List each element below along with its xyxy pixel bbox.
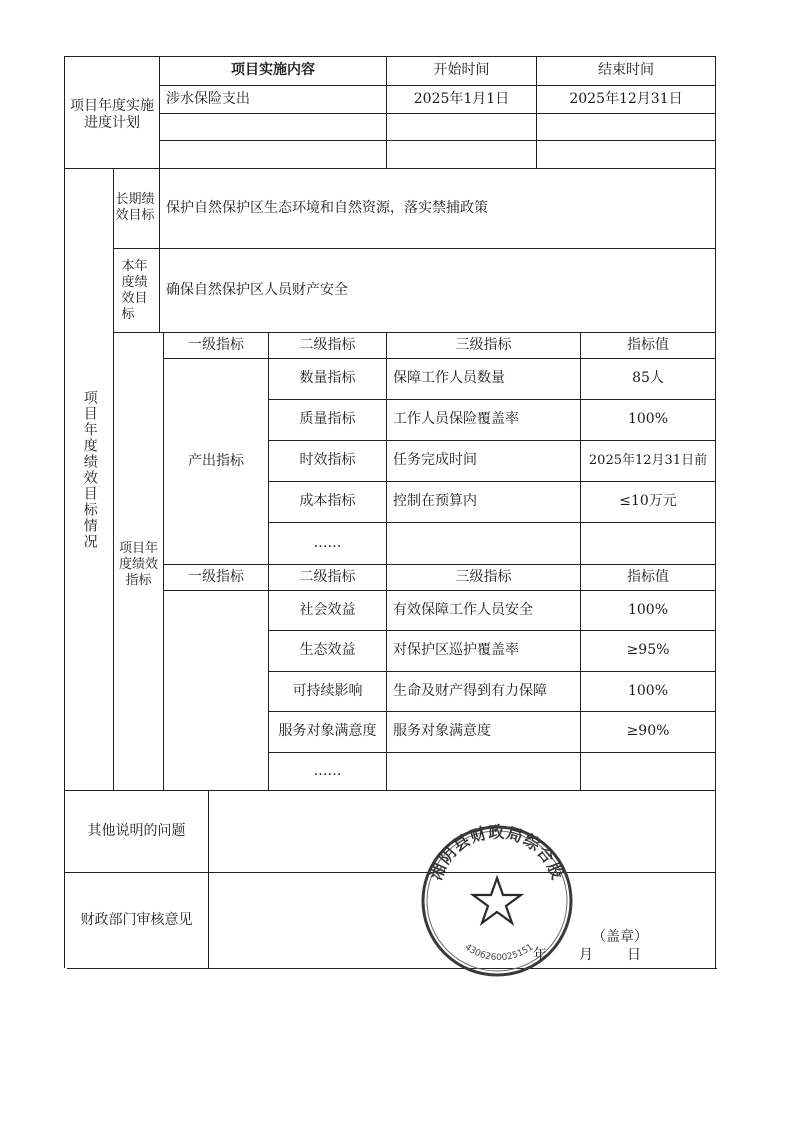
effect-level3: 有效保障工作人员安全 <box>393 601 533 618</box>
effect-value: 100% <box>627 682 669 699</box>
output-level3: 任务完成时间 <box>393 452 477 469</box>
schedule-start: 2025年1月1日 <box>413 90 510 107</box>
header-content: 项目实施内容 <box>231 62 315 79</box>
output-value: 100% <box>627 411 669 428</box>
output-level1: 产出指标 <box>188 452 244 469</box>
effect-value: 100% <box>627 601 669 618</box>
output-level2: 时效指标 <box>299 452 356 469</box>
seal-note: （盖章） <box>592 929 648 946</box>
date-day: 日 <box>627 947 641 964</box>
col-value: 指标值 <box>627 568 669 585</box>
svg-text:湘阴县财政局综合股: 湘阴县财政局综合股 <box>426 822 568 883</box>
effect-level2: 社会效益 <box>299 601 356 618</box>
effect-level3 <box>387 753 580 790</box>
col-level1: 一级指标 <box>188 336 244 353</box>
output-value: 85人 <box>632 370 664 387</box>
output-value <box>581 523 715 564</box>
col-value: 指标值 <box>627 336 669 353</box>
col-level3: 三级指标 <box>455 336 512 353</box>
official-seal <box>418 822 576 980</box>
output-value: 2025年12月31日前 <box>588 452 708 468</box>
annual-text: 确保自然保护区人员财产安全 <box>166 281 348 298</box>
output-level2: 数量指标 <box>299 370 356 387</box>
date-year: 年 <box>533 947 547 964</box>
schedule-section-label: 项目年度实施进度计划 <box>70 97 154 131</box>
long-term-text: 保护自然保护区生态环境和自然资源，落实禁捕政策 <box>166 199 488 216</box>
finance-review-label: 财政部门审核意见 <box>80 911 193 928</box>
indicators-label: 项目年度绩效指标 <box>118 540 158 589</box>
performance-section-label: 项目年度绩效目标情况 <box>81 390 98 550</box>
header-end: 结束时间 <box>598 62 654 79</box>
date-month: 月 <box>579 947 593 964</box>
col-level1: 一级指标 <box>188 568 244 585</box>
other-notes-label: 其他说明的问题 <box>87 822 186 839</box>
effect-level2: 可持续影响 <box>292 682 363 699</box>
output-level2: 成本指标 <box>299 493 356 510</box>
effect-level3: 对保护区巡护覆盖率 <box>393 642 519 659</box>
output-level3: 保障工作人员数量 <box>393 370 505 387</box>
annual-label: 本年度绩效目标 <box>121 258 148 323</box>
effect-level2: 服务对象满意度 <box>278 723 377 740</box>
schedule-end: 2025年12月31日 <box>569 90 683 107</box>
output-level3: 工作人员保险覆盖率 <box>393 411 519 428</box>
long-term-label: 长期绩效目标 <box>115 191 155 223</box>
output-level2: …… <box>313 534 342 551</box>
col-level2: 二级指标 <box>299 336 356 353</box>
effect-value: ≥90% <box>626 723 670 740</box>
star-icon <box>473 878 521 923</box>
output-value: ≤10万元 <box>619 493 677 510</box>
col-level2: 二级指标 <box>299 568 356 585</box>
col-level3: 三级指标 <box>455 568 512 585</box>
effect-level3: 生命及财产得到有力保障 <box>393 682 547 699</box>
output-level3 <box>387 523 580 564</box>
output-level3: 控制在预算内 <box>393 493 477 510</box>
svg-text:4306260025151: 4306260025151 <box>462 942 536 964</box>
effect-level1 <box>164 591 268 790</box>
header-start: 开始时间 <box>433 62 490 79</box>
output-level2: 质量指标 <box>299 411 356 428</box>
effect-level2: 生态效益 <box>299 642 356 659</box>
effect-level3: 服务对象满意度 <box>393 723 491 740</box>
effect-value <box>581 753 715 790</box>
effect-level2: …… <box>313 762 342 779</box>
schedule-content: 涉水保险支出 <box>166 90 250 107</box>
effect-value: ≥95% <box>626 642 670 659</box>
